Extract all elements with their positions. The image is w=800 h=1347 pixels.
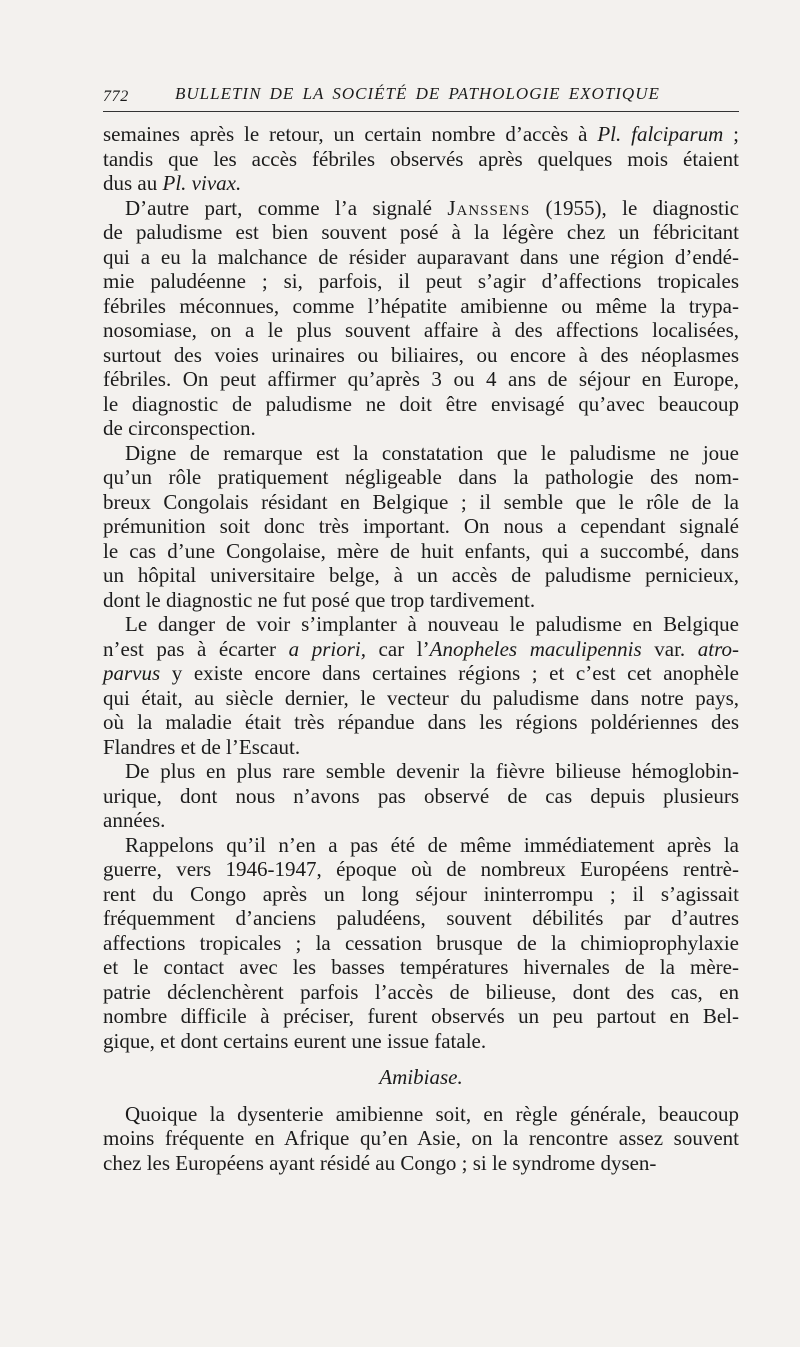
text-line: parvus y existe encore dans certaines régions ; et c’est cet anophèle bbox=[103, 661, 739, 685]
author-name: Janssens bbox=[447, 195, 531, 220]
text-line: fébriles. On peut affirmer qu’après 3 ou 4 ans de séjour en Europe, bbox=[103, 367, 739, 391]
text-line: fréquemment d’anciens paludéens, souvent débilités par d’autres bbox=[103, 906, 739, 930]
text-line: patrie déclenchèrent parfois l’accès de bilieuse, dont des cas, en bbox=[103, 979, 739, 1004]
text-line: tandis que les accès fébriles observés après quelques mois étaient bbox=[103, 146, 739, 171]
text-line: guerre, vers 1946-1947, époque où de nombreux Européens rentrè- bbox=[103, 857, 739, 881]
section-gap bbox=[103, 1090, 739, 1102]
section-gap bbox=[103, 1053, 739, 1065]
text-line: chez les Européens ayant résidé au Congo ; si le syndrome dysen- bbox=[103, 1150, 657, 1175]
text-line: surtout des voies urinaires ou biliaires, ou encore à des néoplasmes bbox=[103, 342, 739, 367]
text-line: D’autre part, comme l’a signalé Janssens (1955), le diagnostic bbox=[125, 195, 740, 220]
header-rule bbox=[103, 111, 739, 112]
text-line: le cas d’une Congolaise, mère de huit enfants, qui a succombé, dans bbox=[103, 538, 739, 563]
text-line: De plus en plus rare semble devenir la fièvre bilieuse hémoglobin- bbox=[125, 759, 739, 783]
text-line: urique, dont nous n’avons pas observé de cas depuis plusieurs bbox=[103, 783, 739, 808]
text-line: breux Congolais résidant en Belgique ; il semble que le rôle de la bbox=[103, 489, 739, 514]
text-line: et le contact avec les basses températures hivernales de la mère- bbox=[103, 955, 739, 979]
text-line: moins fréquente en Afrique qu’en Asie, on la rencontre assez souvent bbox=[103, 1126, 739, 1150]
text-line: affections tropicales ; la cessation brusque de la chimioprophylaxie bbox=[103, 930, 739, 955]
text-line: années. bbox=[103, 808, 166, 832]
text-line: nombre difficile à préciser, furent observés un peu partout en Bel- bbox=[103, 1004, 739, 1028]
text-line: un hôpital universitaire belge, à un accès de paludisme pernicieux, bbox=[103, 563, 739, 587]
journal-title: BULLETIN DE LA SOCIÉTÉ DE PATHOLOGIE EXOTIQUE bbox=[175, 84, 660, 103]
italic-text: a priori, bbox=[288, 636, 366, 661]
body-text bbox=[103, 122, 739, 1175]
italic-text: parvus bbox=[103, 661, 161, 685]
text-line: dont le diagnostic ne fut posé que trop tardivement. bbox=[103, 587, 536, 612]
text-line: qui a eu la malchance de résider auparavant dans une région d’endé- bbox=[103, 244, 739, 269]
page-number: 772 bbox=[103, 88, 129, 105]
text-line: Le danger de voir s’implanter à nouveau le paludisme en Belgique bbox=[125, 612, 739, 636]
running-header bbox=[103, 84, 739, 114]
text-line: qu’un rôle pratiquement négligeable dans la pathologie des nom- bbox=[103, 465, 739, 489]
text-line: gique, et dont certains eurent une issue fatale. bbox=[103, 1028, 487, 1053]
text-line: de paludisme est bien souvent posé à la légère chez un fébricitant bbox=[103, 220, 739, 244]
text-line: dus au Pl. vivax. bbox=[103, 171, 242, 195]
text-line: prémunition soit donc très important. On nous a cependant signalé bbox=[103, 514, 739, 538]
italic-text: Pl. falciparum bbox=[597, 122, 724, 146]
text-line: Quoique la dysenterie amibienne soit, en règle générale, beaucoup bbox=[125, 1101, 739, 1126]
italic-text: Anopheles maculipennis bbox=[429, 636, 642, 661]
section-heading: Amibiase. bbox=[379, 1065, 463, 1089]
text-line: semaines après le retour, un certain nombre d’accès à Pl. falciparum ; bbox=[103, 122, 739, 146]
text-line: nosomiase, on a le plus souvent affaire à des affections localisées, bbox=[103, 318, 739, 342]
text-line: n’est pas à écarter a priori, car l’Anopheles maculipennis var. atro- bbox=[103, 636, 740, 661]
italic-text: Pl. vivax. bbox=[162, 171, 242, 195]
text-line: Rappelons qu’il n’en a pas été de même immédiatement après la bbox=[125, 832, 739, 857]
text-line: le diagnostic de paludisme ne doit être envisagé qu’avec beaucoup bbox=[103, 391, 739, 416]
text-line: fébriles méconnues, comme l’hépatite amibienne ou même la trypa- bbox=[103, 293, 739, 318]
text-line: qui était, au siècle dernier, le vecteur du paludisme dans notre pays, bbox=[103, 685, 739, 710]
text-line: mie paludéenne ; si, parfois, il peut s’agir d’affections tropicales bbox=[103, 269, 739, 293]
italic-text: atro- bbox=[697, 636, 740, 661]
text-line: où la maladie était très répandue dans les régions poldériennes des bbox=[103, 710, 739, 734]
text-line: Digne de remarque est la constatation que le paludisme ne joue bbox=[125, 440, 739, 465]
text-line: de circonspection. bbox=[103, 416, 256, 440]
text-line: Flandres et de l’Escaut. bbox=[103, 734, 301, 759]
text-line: rent du Congo après un long séjour ininterrompu ; il s’agissait bbox=[103, 881, 739, 906]
